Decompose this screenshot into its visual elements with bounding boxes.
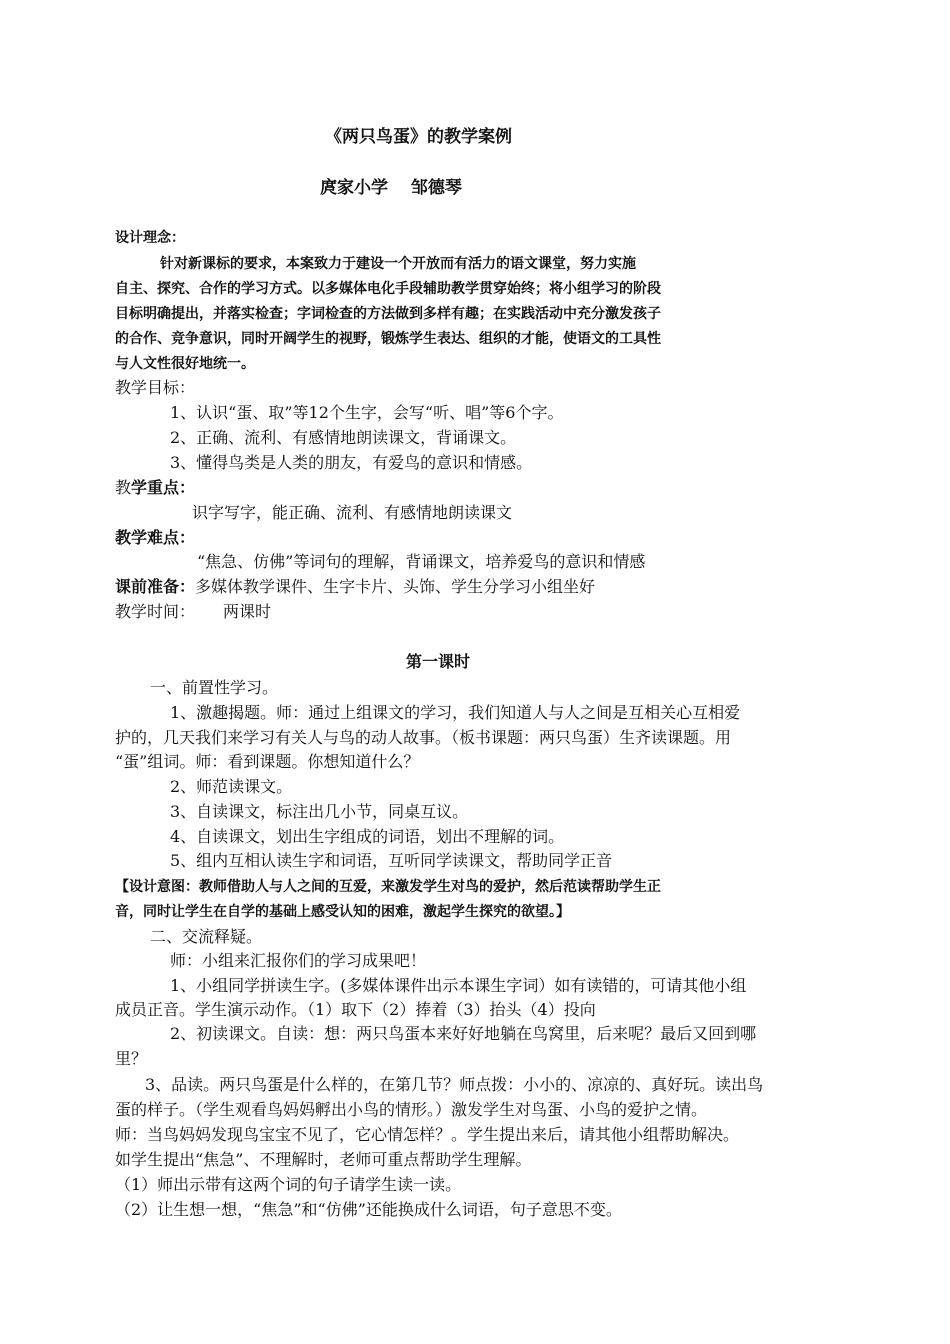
part1-line: 4、自读课文，划出生字组成的词语，划出不理解的词。 — [170, 827, 565, 846]
part2-line: 2、初读课文。自读：想：两只鸟蛋本来好好地躺在鸟窝里，后来呢？最后又回到哪 — [170, 1024, 757, 1043]
part1-line: 3、自读课文，标注出几小节，同桌互议。 — [170, 802, 469, 821]
time-label: 教学时间： — [115, 602, 196, 621]
difficulties-label: 教学难点： — [115, 528, 196, 547]
goal-item: 2、正确、流利、有感情地朗读课文，背诵课文。 — [170, 428, 517, 447]
design-concept-line: 的合作、竞争意识，同时开阔学生的视野，锻炼学生表达、组织的才能，使语文的工具性 — [115, 331, 661, 347]
design-concept-line: 与人文性很好地统一。 — [115, 356, 255, 372]
document-title: 《两只鸟蛋》的教学案例 — [325, 127, 512, 147]
part2-line: 成员正音。学生演示动作。（1）取下（2）捧着（3）抬头（4）投向 — [115, 1000, 596, 1019]
design-concept-line: 目标明确提出，并落实检查；字词检查的方法做到多样有趣；在实践活动中充分激发孩子 — [115, 306, 661, 322]
design-concept-line: 针对新课标的要求，本案致力于建设一个开放而有活力的语文课堂，努力实施 — [160, 256, 636, 272]
design-intent-line: 【设计意图：教师借助人与人之间的互爱，来激发学生对鸟的爱护，然后范读帮助学生正 — [115, 879, 661, 895]
preparation-label: 课前准备： — [115, 577, 196, 596]
key-points-text: 识字写字，能正确、流利、有感情地朗读课文 — [192, 503, 513, 522]
part2-line: 里？ — [115, 1049, 148, 1068]
author-line: 庹家小学 邹德琴 — [320, 178, 462, 198]
difficulties-text: “焦急、仿佛”等词句的理解，背诵课文，培养爱鸟的意识和情感 — [197, 552, 646, 571]
goal-item: 1、认识“蛋、取”等12个生字，会写“听、唱”等6个字。 — [170, 403, 564, 422]
part2-line: 师：小组来汇报你们的学习成果吧！ — [170, 951, 427, 970]
key-points-label-b: 学重点： — [131, 478, 196, 497]
part2-line: 如学生提出“焦急”、不理解时，老师可重点帮助学生理解。 — [115, 1150, 532, 1169]
preparation-text: 多媒体教学课件、生字卡片、头饰、学生分学习小组坐好 — [195, 577, 596, 596]
preparation-line — [115, 575, 595, 599]
part2-line: 1、小组同学拼读生字。(多媒体课件出示本课生字词）如有读错的，可请其他小组 — [170, 976, 747, 995]
part1-line: 1、激趣揭题。师：通过上组课文的学习，我们知道人与人之间是互相关心互相爱 — [170, 703, 741, 722]
part2-line: （2）让生想一想，“焦急”和“仿佛”还能换成什么词语，句子意思不变。 — [115, 1200, 622, 1219]
design-concept-line: 自主、探究、合作的学习方式。以多媒体电化手段辅助教学贯穿始终；将小组学习的阶段 — [115, 281, 661, 297]
key-points-label-a: 教 — [115, 478, 132, 497]
part1-line: 2、师范读课文。 — [170, 777, 293, 796]
key-points-label — [115, 476, 195, 500]
design-intent-line: 音，同时让学生在自学的基础上感受认知的困难，激起学生探究的欲望。】 — [115, 904, 570, 920]
part2-line: 3、品读。两只鸟蛋是什么样的，在第几节？师点拨：小小的、凉凉的、真好玩。读出鸟 — [145, 1075, 764, 1094]
goals-label: 教学目标： — [115, 378, 196, 397]
time-line — [115, 600, 271, 624]
part2-line: 师：当鸟妈妈发现鸟宝宝不见了，它心情怎样？。学生提出来后，请其他小组帮助解决。 — [115, 1125, 740, 1144]
part1-line: “蛋”组词。师：看到课题。你想知道什么？ — [115, 752, 420, 771]
part2-line: （1）师出示带有这两个词的句子请学生读一读。 — [115, 1175, 462, 1194]
part2-line: 蛋的样子。（学生观看鸟妈妈孵出小鸟的情形。）激发学生对鸟蛋、小鸟的爱护之情。 — [115, 1100, 708, 1119]
part2-heading: 二、交流释疑。 — [150, 927, 263, 946]
goal-item: 3、懂得鸟类是人类的朋友，有爱鸟的意识和情感。 — [170, 453, 533, 472]
part1-heading: 一、前置性学习。 — [150, 678, 279, 697]
part1-line: 护的，几天我们来学习有关人与鸟的动人故事。（板书课题：两只鸟蛋）生齐读课题。用 — [115, 728, 732, 747]
part1-line: 5、组内互相认读生字和词语，互听同学读课文，帮助同学正音 — [170, 851, 613, 870]
design-concept-label: 设计理念： — [115, 230, 185, 246]
lesson1-title: 第一课时 — [406, 652, 471, 671]
time-text: 两课时 — [223, 602, 272, 621]
